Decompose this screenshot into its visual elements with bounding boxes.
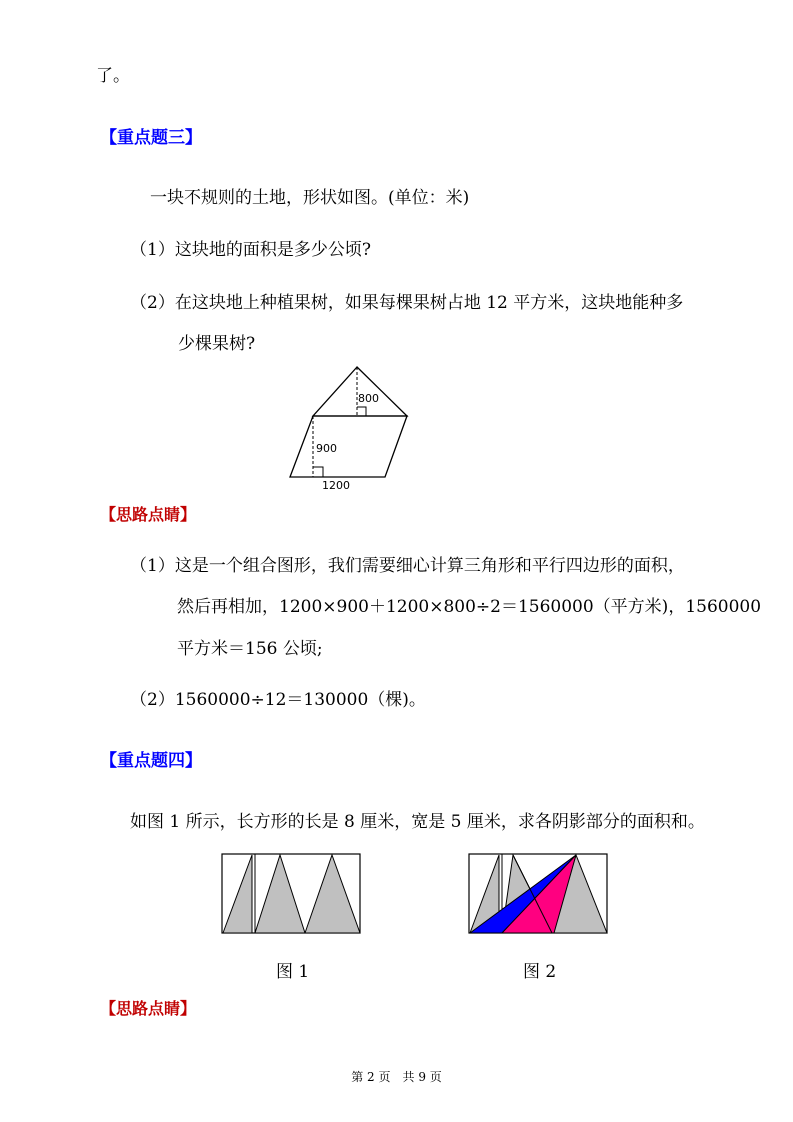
figure-1 bbox=[221, 853, 361, 935]
q4-heading: 【重点题四】 bbox=[100, 751, 202, 771]
hint3-heading: 【思路点睛】 bbox=[100, 505, 197, 524]
q4-intro: 如图 1 所示，长方形的长是 8 厘米，宽是 5 厘米，求各阴影部分的面积和。 bbox=[130, 812, 705, 832]
parallelogram-shape bbox=[290, 416, 407, 477]
figure-2-caption: 图 2 bbox=[523, 962, 557, 982]
label-900: 900 bbox=[316, 442, 337, 455]
triangle-right-angle-mark bbox=[357, 407, 366, 416]
land-shape-figure bbox=[285, 360, 415, 495]
hint3-line2: 然后再相加，1200×900＋1200×800÷2＝1560000（平方米)，1560000 bbox=[177, 597, 762, 617]
q3-heading: 【重点题三】 bbox=[100, 128, 202, 148]
page-footer: 第 2 页 共 9 页 bbox=[351, 1070, 442, 1084]
q3-part1: （1）这块地的面积是多少公顷? bbox=[130, 240, 371, 260]
label-1200: 1200 bbox=[322, 479, 350, 492]
figure-1-caption: 图 1 bbox=[276, 962, 310, 982]
figure-2 bbox=[468, 853, 608, 935]
parallelogram-right-angle-mark bbox=[313, 467, 323, 477]
hint3-line1: （1）这是一个组合图形，我们需要细心计算三角形和平行四边形的面积， bbox=[130, 556, 685, 576]
hint3-line4: （2）1560000÷12＝130000（棵)。 bbox=[130, 690, 426, 710]
hint3-line3: 平方米＝156 公顷; bbox=[177, 639, 323, 659]
q3-part2-line1: （2）在这块地上种植果树，如果每棵果树占地 12 平方米，这块地能种多 bbox=[130, 293, 684, 313]
label-800: 800 bbox=[358, 392, 379, 405]
q3-part2-line2: 少棵果树? bbox=[178, 334, 256, 354]
q3-intro: 一块不规则的土地，形状如图。(单位：米) bbox=[150, 188, 470, 208]
continuation-text: 了。 bbox=[96, 66, 130, 86]
hint4-heading: 【思路点睛】 bbox=[100, 999, 197, 1018]
